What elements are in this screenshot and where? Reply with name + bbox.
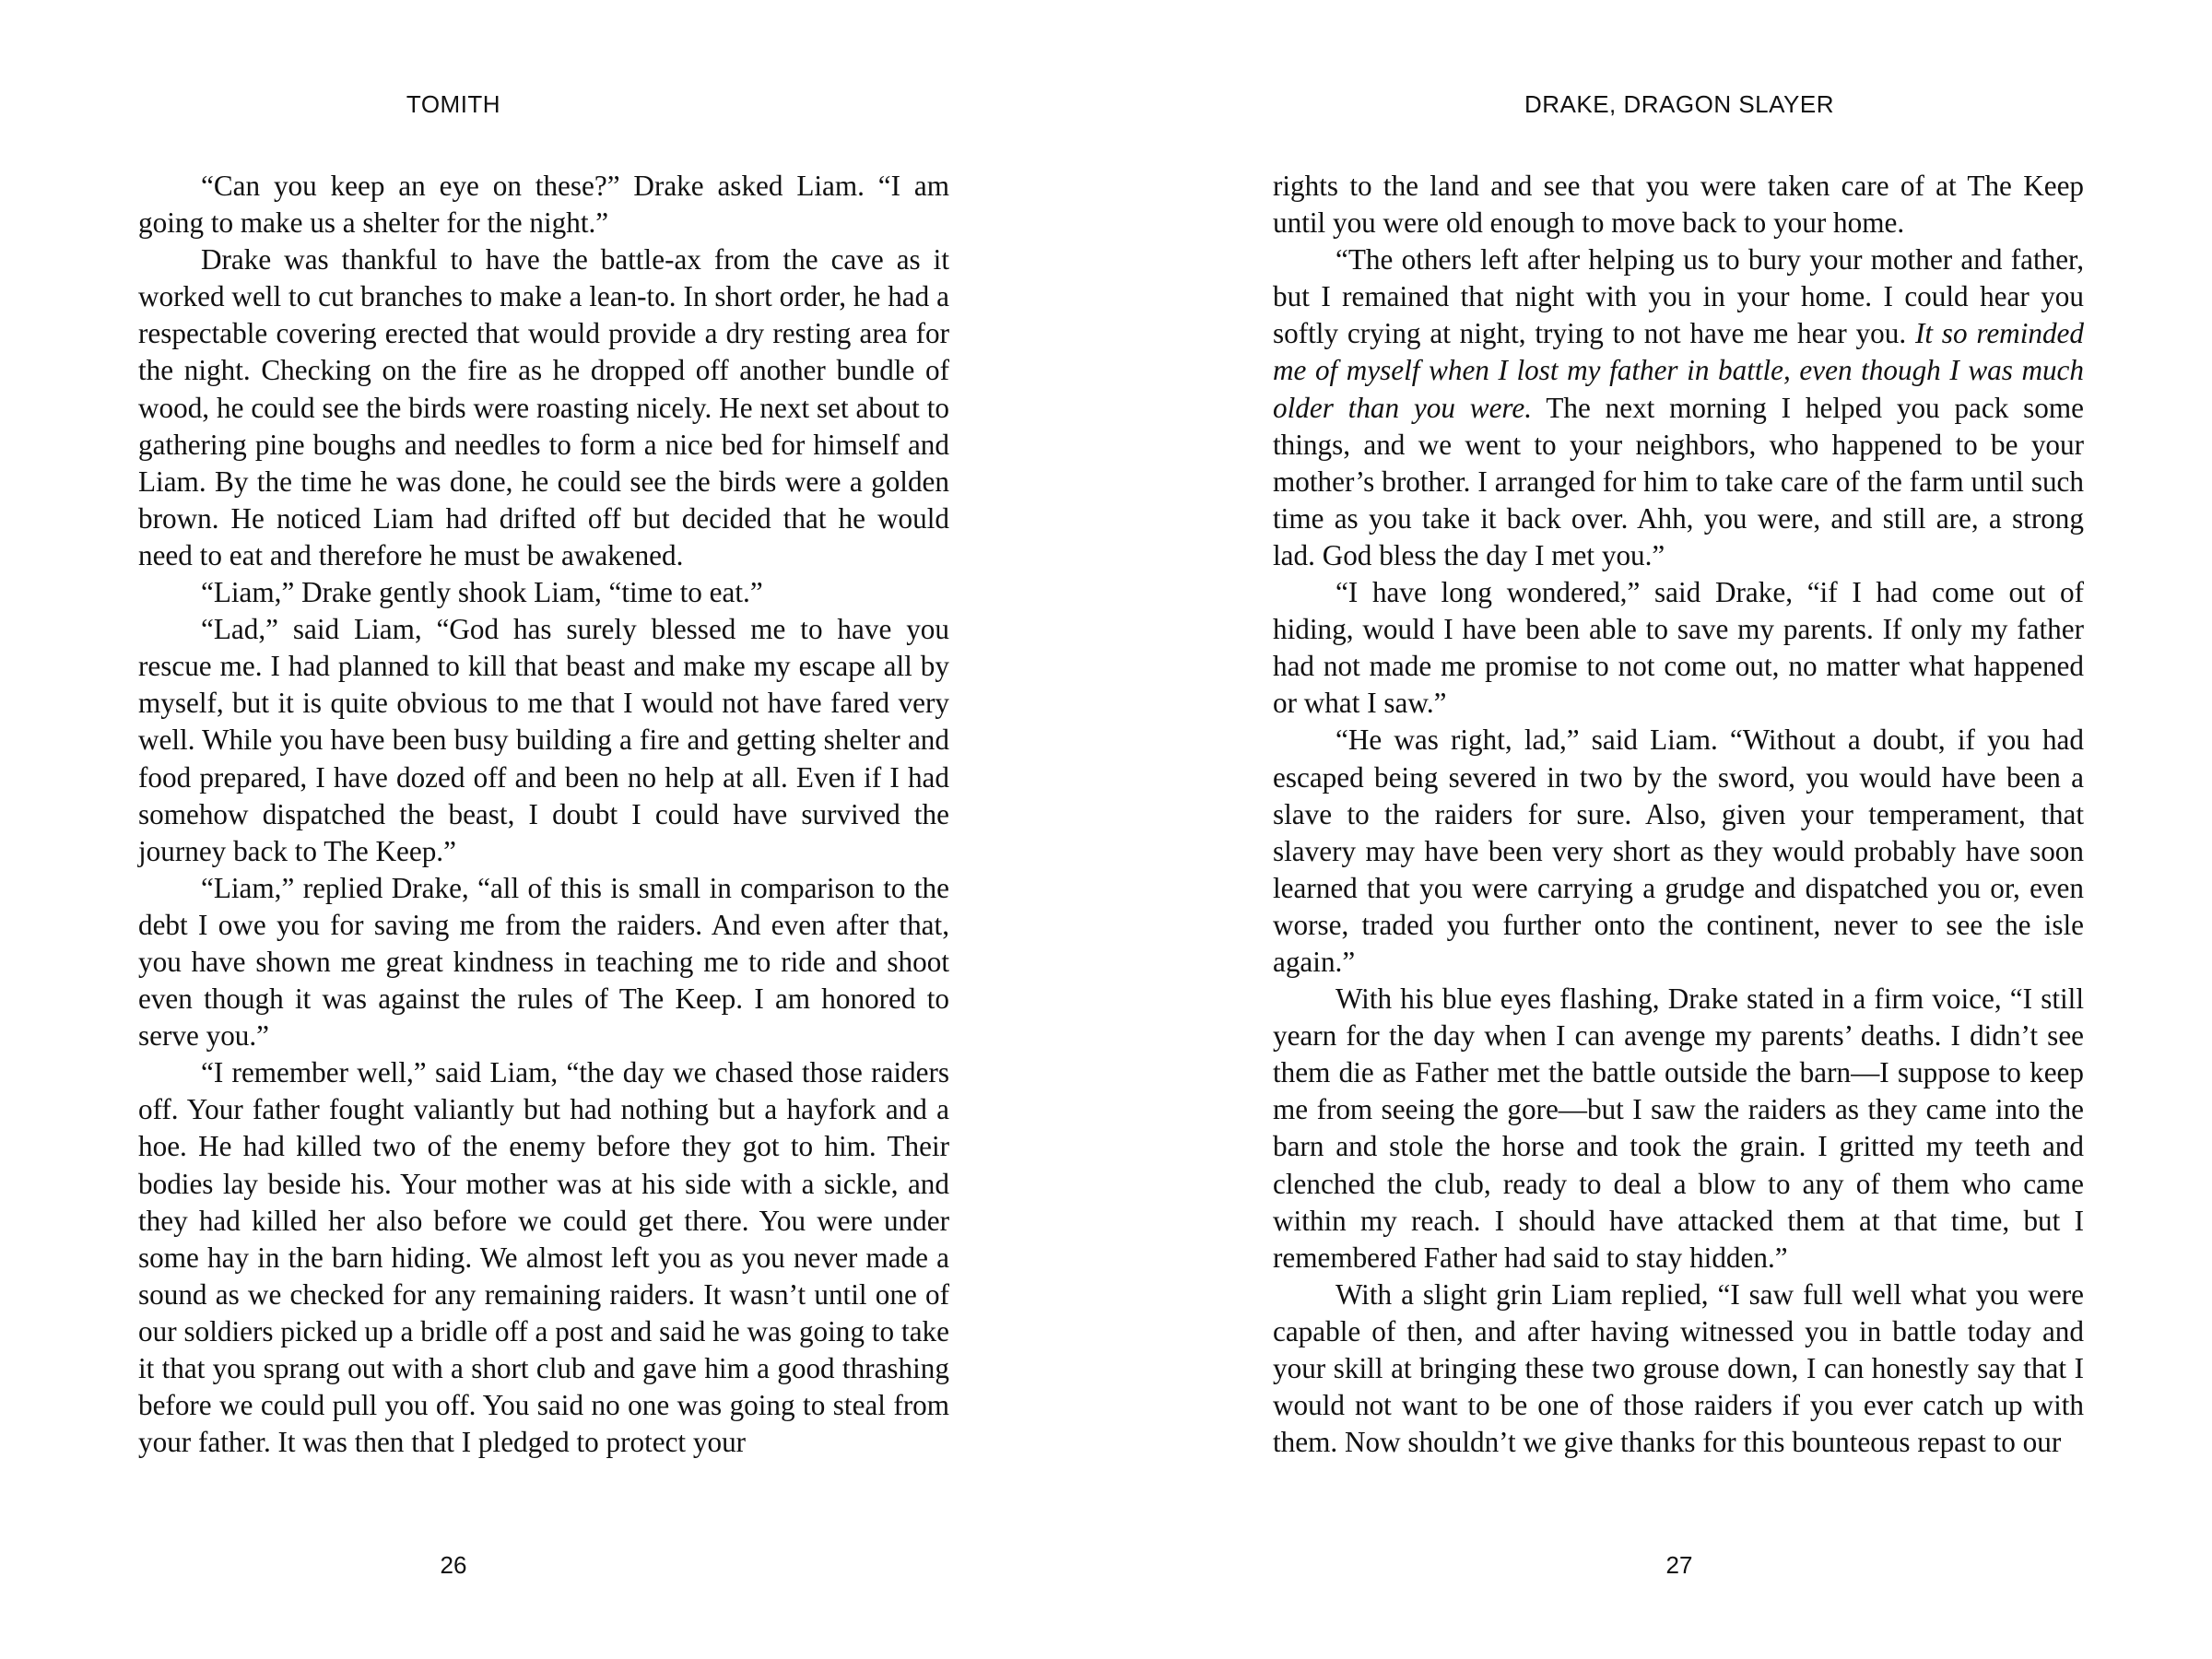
paragraph [1273, 241, 2084, 574]
paragraph: Drake was thankful to have the battle-ax from the cave as it worked well to cut branches to make a lean-to. In short order, he had a respectable covering erected that would provide a dry resting area for the night. Checking on the fire as he dropped off another bundle of wood, he could see the birds were roasting nicely. He next set about to gathering pine boughs and needles to form a nice bed for himself and Liam. By the time he was done, he could see the birds were a golden brown. He noticed Liam had drifted off but decided that he would need to eat and therefore he must be awakened. [138, 243, 949, 571]
paragraph: “Can you keep an eye on these?” Drake asked Liam. “I am going to make us a shelter for the night.” [138, 170, 949, 240]
paragraph-continued: rights to the land and see that you were taken care of at The Keep until you were old enough to move back to your home. [1273, 170, 2084, 240]
running-head-right: DRAKE, DRAGON SLAYER [1524, 90, 1835, 118]
paragraph: “Lad,” said Liam, “God has surely blessed me to have you rescue me. I had planned to kill that beast and make my escape all by myself, but it is quite obvious to me that I would not have fared very well. While you have been busy building a fire and getting shelter and food prepared, I have dozed off and been no help at all. Even if I had somehow dispatched the beast, I doubt I could have survived the journey back to The Keep.” [138, 613, 949, 867]
paragraph-text: “The others left after helping us to bury your mother and father, but I remained that night with you in your home. I could hear you softly crying at night, trying to not have me hear you. [1273, 243, 2084, 350]
paragraph: “Liam,” replied Drake, “all of this is small in comparison to the debt I owe you for saving me from the raiders. And even after that, you have shown me great kindness in teaching me to ride and shoot even though it was against the rules of The Keep. I am honored to serve you.” [138, 871, 949, 1053]
right-page-body [1273, 168, 2084, 1461]
paragraph: With his blue eyes flashing, Drake stated in a firm voice, “I still yearn for the day when I can avenge my parents’ deaths. I didn’t see them die as Father met the battle outside the barn—I suppose to keep me from seeing the gore—but I saw the raiders as they came into the barn and stole the horse and took the grain. I gritted my teeth and clenched the club, ready to deal a blow to any of them who came within my reach. I should have attacked them at that time, but I remembered Father had said to stay hidden.” [1273, 982, 2084, 1274]
paragraph: “Liam,” Drake gently shook Liam, “time to eat.” [201, 576, 763, 609]
running-head-left: TOMITH [406, 90, 501, 118]
page-number-right: 27 [1665, 1551, 1693, 1579]
paragraph: “I have long wondered,” said Drake, “if I had come out of hiding, would I have been able to save my parents. If only my father had not made me promise to not come out, no matter what happened or what I saw.” [1273, 576, 2084, 720]
paragraph: “I remember well,” said Liam, “the day we chased those raiders off. Your father fought valiantly but had nothing but a hayfork and a hoe. He had killed two of the enemy before they got to him. Their bodies lay beside his. Your mother was at his side with a sickle, and they had killed her also before we could get there. You were under some hay in the barn hiding. We almost left you as you never made a sound as we checked for any remaining raiders. It wasn’t until one of our soldiers picked up a bridle off a post and said he was going to take it that you sprang out with a short club and gave him a good thrashing before we could pull you off. You said no one was going to steal from your father. It was then that I pledged to protect your [138, 1056, 949, 1459]
italic-thought: It so reminded me of myself when I lost my father in battle, even though I was much older than you were. [1273, 317, 2084, 424]
paragraph: “He was right, lad,” said Liam. “Without a doubt, if you had escaped being severed in two by the sword, you would have been a slave to the raiders for sure. Also, given your temperament, that slavery may have been very short as they would probably have soon learned that you were carrying a grudge and dispatched you or, even worse, traded you further onto the continent, never to see the isle again.” [1273, 724, 2084, 978]
page-number-left: 26 [440, 1551, 467, 1579]
paragraph: With a slight grin Liam replied, “I saw full well what you were capable of then, and after having witnessed you in battle today and your skill at bringing these two grouse down, I can honestly say that I would not want to be one of those raiders if you ever catch up with them. Now shouldn’t we give thanks for this bounteous repast to our [1273, 1277, 2084, 1459]
right-page [1106, 0, 2212, 1659]
left-page-body [138, 168, 949, 1461]
paragraph-text: The next morning I helped you pack some things, and we went to your neighbors, who happened to be your mother’s brother. I arranged for him to take care of the farm until such time as you take it back over. Ahh, you were, and still are, a strong lad. God bless the day I met you.” [1273, 391, 2084, 571]
